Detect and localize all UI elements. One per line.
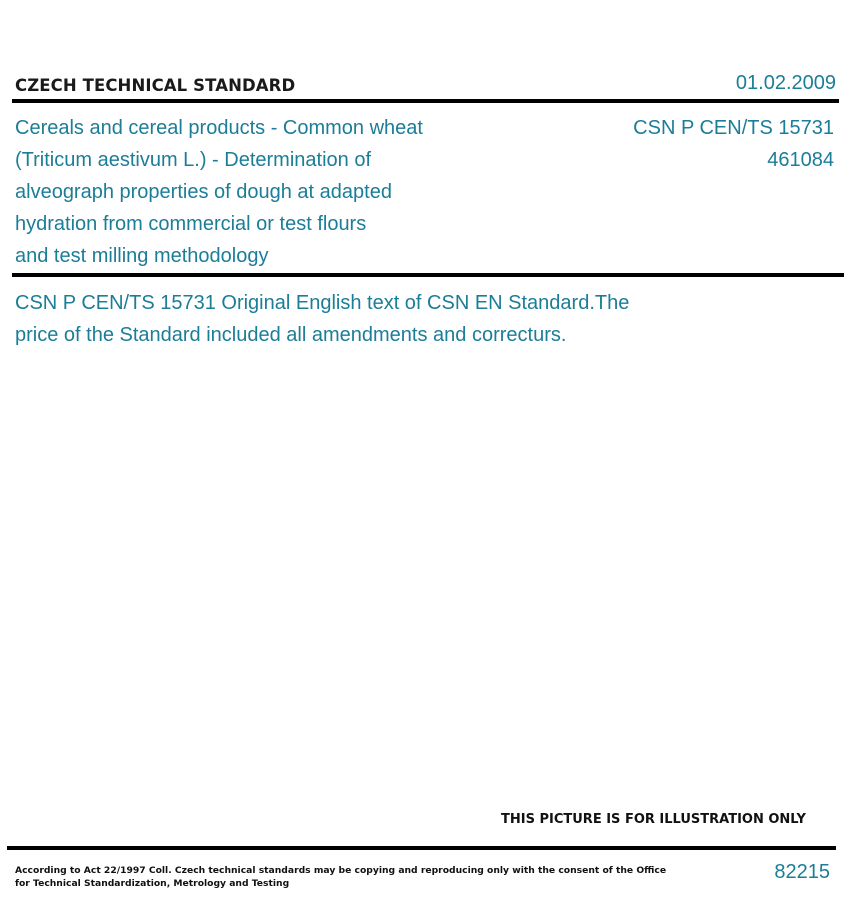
publication-date: 01.02.2009: [735, 72, 836, 94]
header-divider: [12, 99, 839, 103]
legal-line: for Technical Standardization, Metrology and Testing: [15, 878, 290, 889]
legal-line: According to Act 22/1997 Coll. Czech technical standards may be copying and reproducing only with the consent of the Office: [15, 865, 667, 876]
description-line: CSN P CEN/TS 15731 Original English text of CSN EN Standard.The: [15, 292, 630, 314]
footer-divider: [7, 846, 836, 850]
classification-number: 461084: [767, 149, 834, 171]
illustration-notice: THIS PICTURE IS FOR ILLUSTRATION ONLY: [501, 812, 806, 827]
standard-title: [15, 112, 485, 272]
description-line: price of the Standard included all amendments and correcturs.: [15, 324, 567, 346]
legal-notice: [15, 864, 666, 890]
title-divider: [12, 273, 844, 277]
standard-description: [15, 287, 695, 351]
title-line: (Triticum aestivum L.) - Determination of: [15, 149, 372, 171]
title-line: Cereals and cereal products - Common wheat: [15, 117, 423, 139]
standard-designation: CSN P CEN/TS 15731: [633, 117, 834, 139]
title-line: hydration from commercial or test flours: [15, 213, 367, 235]
title-line: alveograph properties of dough at adapted: [15, 181, 392, 203]
title-line: and test milling methodology: [15, 245, 269, 267]
standard-codes: [633, 112, 834, 176]
document-type-label: CZECH TECHNICAL STANDARD: [15, 76, 296, 95]
catalog-number: 82215: [774, 861, 830, 883]
